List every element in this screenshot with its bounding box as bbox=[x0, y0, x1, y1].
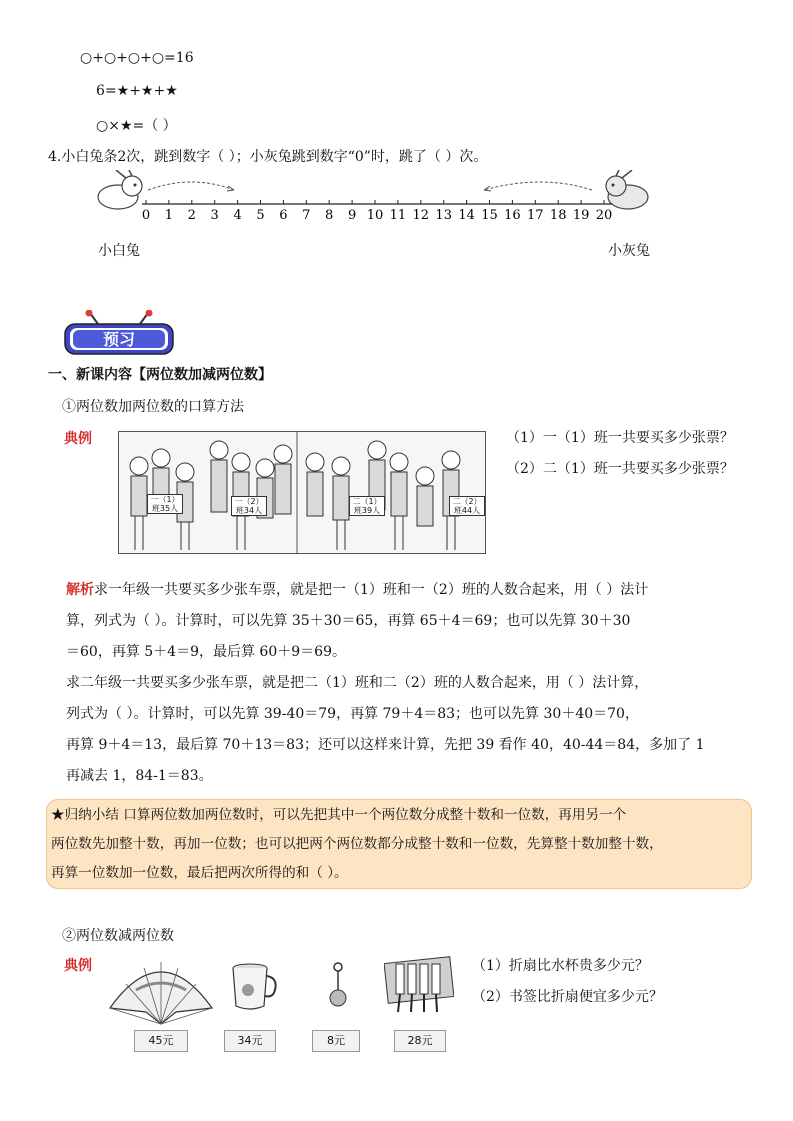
example-tag-1: 典例 bbox=[64, 431, 92, 447]
bookmarks-set-image bbox=[384, 956, 454, 1016]
tick-label: 18 bbox=[549, 208, 567, 223]
tick-label: 20 bbox=[595, 208, 613, 223]
class-sign-2-line1: 一（2） bbox=[234, 497, 264, 506]
subheading-subtraction: ②两位数减两位数 bbox=[62, 928, 174, 944]
equation-product: ○×★=（ ） bbox=[96, 118, 177, 134]
tick-label: 8 bbox=[325, 208, 334, 223]
children-illustration bbox=[118, 431, 486, 554]
summary-line-2: 两位数先加整十数，再加一位数；也可以把两个两位数都分成整十数和一位数，先算整十数加整十数， bbox=[51, 836, 663, 852]
tick-label: 15 bbox=[481, 208, 498, 223]
cup-image bbox=[228, 962, 278, 1012]
tick-label: 13 bbox=[435, 208, 452, 223]
bookmark-pendant-image bbox=[328, 962, 348, 1012]
tick-label: 19 bbox=[572, 208, 590, 223]
analysis-p2-line1: 求二年级一共要买多少张车票，就是把二（1）班和二（2）班的人数合起来，用（ ）法计算， bbox=[66, 675, 649, 691]
class-sign-3-line1: 二（1） bbox=[352, 497, 382, 506]
analysis-p1-line1: 求一年级一共要买多少张车票，就是把一（1）班和一（2）班的人数合起来，用（ ）法计 bbox=[94, 582, 649, 598]
analysis-p2-line3: 再算 9＋4＝13，最后算 70＋13＝83；还可以这样来计算，先把 39 看作 40，40-44＝84，多加了 1 bbox=[66, 737, 705, 753]
equation-circles: ○+○+○+○=16 bbox=[80, 50, 194, 66]
preview-badge bbox=[64, 310, 174, 356]
example-tag-2: 典例 bbox=[64, 958, 92, 974]
grey-rabbit-icon bbox=[606, 170, 648, 209]
folding-fan-image bbox=[106, 950, 216, 1030]
summary-box bbox=[46, 799, 752, 889]
tick-label: 4 bbox=[233, 208, 242, 223]
tick-label: 7 bbox=[302, 208, 311, 223]
question-4: 4.小白兔条2次，跳到数字（ ）；小灰兔跳到数字“0”时，跳了（ ）次。 bbox=[48, 149, 488, 165]
analysis-p1-line2: 算，列式为（ ）。计算时，可以先算 35＋30＝65，再算 65＋4＝69；也可以先算 30＋30 bbox=[66, 613, 631, 629]
price-tag-pendant: 8元 bbox=[312, 1030, 360, 1052]
price-tag-cup: 34元 bbox=[224, 1030, 276, 1052]
class-sign-4-line1: 二（2） bbox=[452, 497, 482, 506]
class-sign-1-line2: 班35人 bbox=[151, 504, 179, 513]
tick-label: 16 bbox=[504, 208, 521, 223]
subheading-addition: ①两位数加两位数的口算方法 bbox=[62, 399, 244, 415]
analysis-paragraph-1 bbox=[66, 575, 756, 668]
class-sign-1 bbox=[147, 494, 183, 514]
tick-label: 0 bbox=[141, 208, 151, 223]
label-grey-rabbit: 小灰兔 bbox=[608, 243, 650, 259]
jump-arrow-left bbox=[148, 182, 234, 190]
tick-label: 6 bbox=[279, 208, 288, 223]
class-sign-3 bbox=[349, 496, 385, 516]
jump-arrow-right bbox=[484, 182, 592, 190]
summary-line-1: ★归纳小结 口算两位数加两位数时，可以先把其中一个两位数分成整十数和一位数，再用另一个 bbox=[51, 807, 627, 823]
class-sign-2 bbox=[231, 496, 267, 516]
class-sign-4-line2: 班44人 bbox=[453, 506, 481, 515]
white-rabbit-icon bbox=[98, 170, 142, 209]
analysis-paragraph-2 bbox=[66, 668, 756, 792]
example1-question-2: （2）二（1）班一共要买多少张票？ bbox=[506, 461, 734, 477]
number-line bbox=[92, 170, 652, 230]
tick-label: 2 bbox=[187, 208, 196, 223]
tick-label: 12 bbox=[412, 208, 430, 223]
example1-question-1: （1）一（1）班一共要买多少张票？ bbox=[506, 430, 734, 446]
class-sign-2-line2: 班34人 bbox=[235, 506, 263, 515]
tick-label: 9 bbox=[347, 208, 357, 223]
example2-question-2: （2）书签比折扇便宜多少元？ bbox=[472, 989, 663, 1005]
analysis-p2-line2: 列式为（ ）。计算时，可以先算 39-40＝79，再算 79＋4＝83；也可以先算 30＋40＝70， bbox=[66, 706, 639, 722]
section-heading: 一、新课内容【两位数加减两位数】 bbox=[48, 367, 272, 383]
tick-label: 17 bbox=[527, 208, 544, 223]
number-line-svg bbox=[92, 170, 652, 230]
price-tag-fan: 45元 bbox=[134, 1030, 188, 1052]
class-sign-1-line1: 一（1） bbox=[150, 495, 180, 504]
label-white-rabbit: 小白兔 bbox=[98, 243, 140, 259]
tick-label: 11 bbox=[389, 208, 407, 223]
summary-line-3: 再算一位数加一位数，最后把两次所得的和（ ）。 bbox=[51, 865, 348, 881]
example2-question-1: （1）折扇比水杯贵多少元？ bbox=[472, 958, 649, 974]
analysis-p2-line4: 再减去 1，84-1＝83。 bbox=[66, 768, 213, 784]
tick-label: 14 bbox=[458, 208, 475, 223]
analysis-tag: 解析 bbox=[66, 582, 94, 598]
class-sign-4 bbox=[449, 496, 485, 516]
tick-label: 5 bbox=[256, 208, 265, 223]
tick-label: 10 bbox=[366, 208, 384, 223]
tick-label: 3 bbox=[210, 208, 219, 223]
tick-label: 1 bbox=[164, 208, 174, 223]
analysis-p1-line3: ＝60，再算 5＋4＝9，最后算 60＋9＝69。 bbox=[66, 644, 346, 660]
class-sign-3-line2: 班39人 bbox=[353, 506, 381, 515]
badge-label: 预习 bbox=[102, 330, 135, 349]
price-tag-bookmarks: 28元 bbox=[394, 1030, 446, 1052]
equation-stars: 6=★+★+★ bbox=[96, 83, 178, 99]
